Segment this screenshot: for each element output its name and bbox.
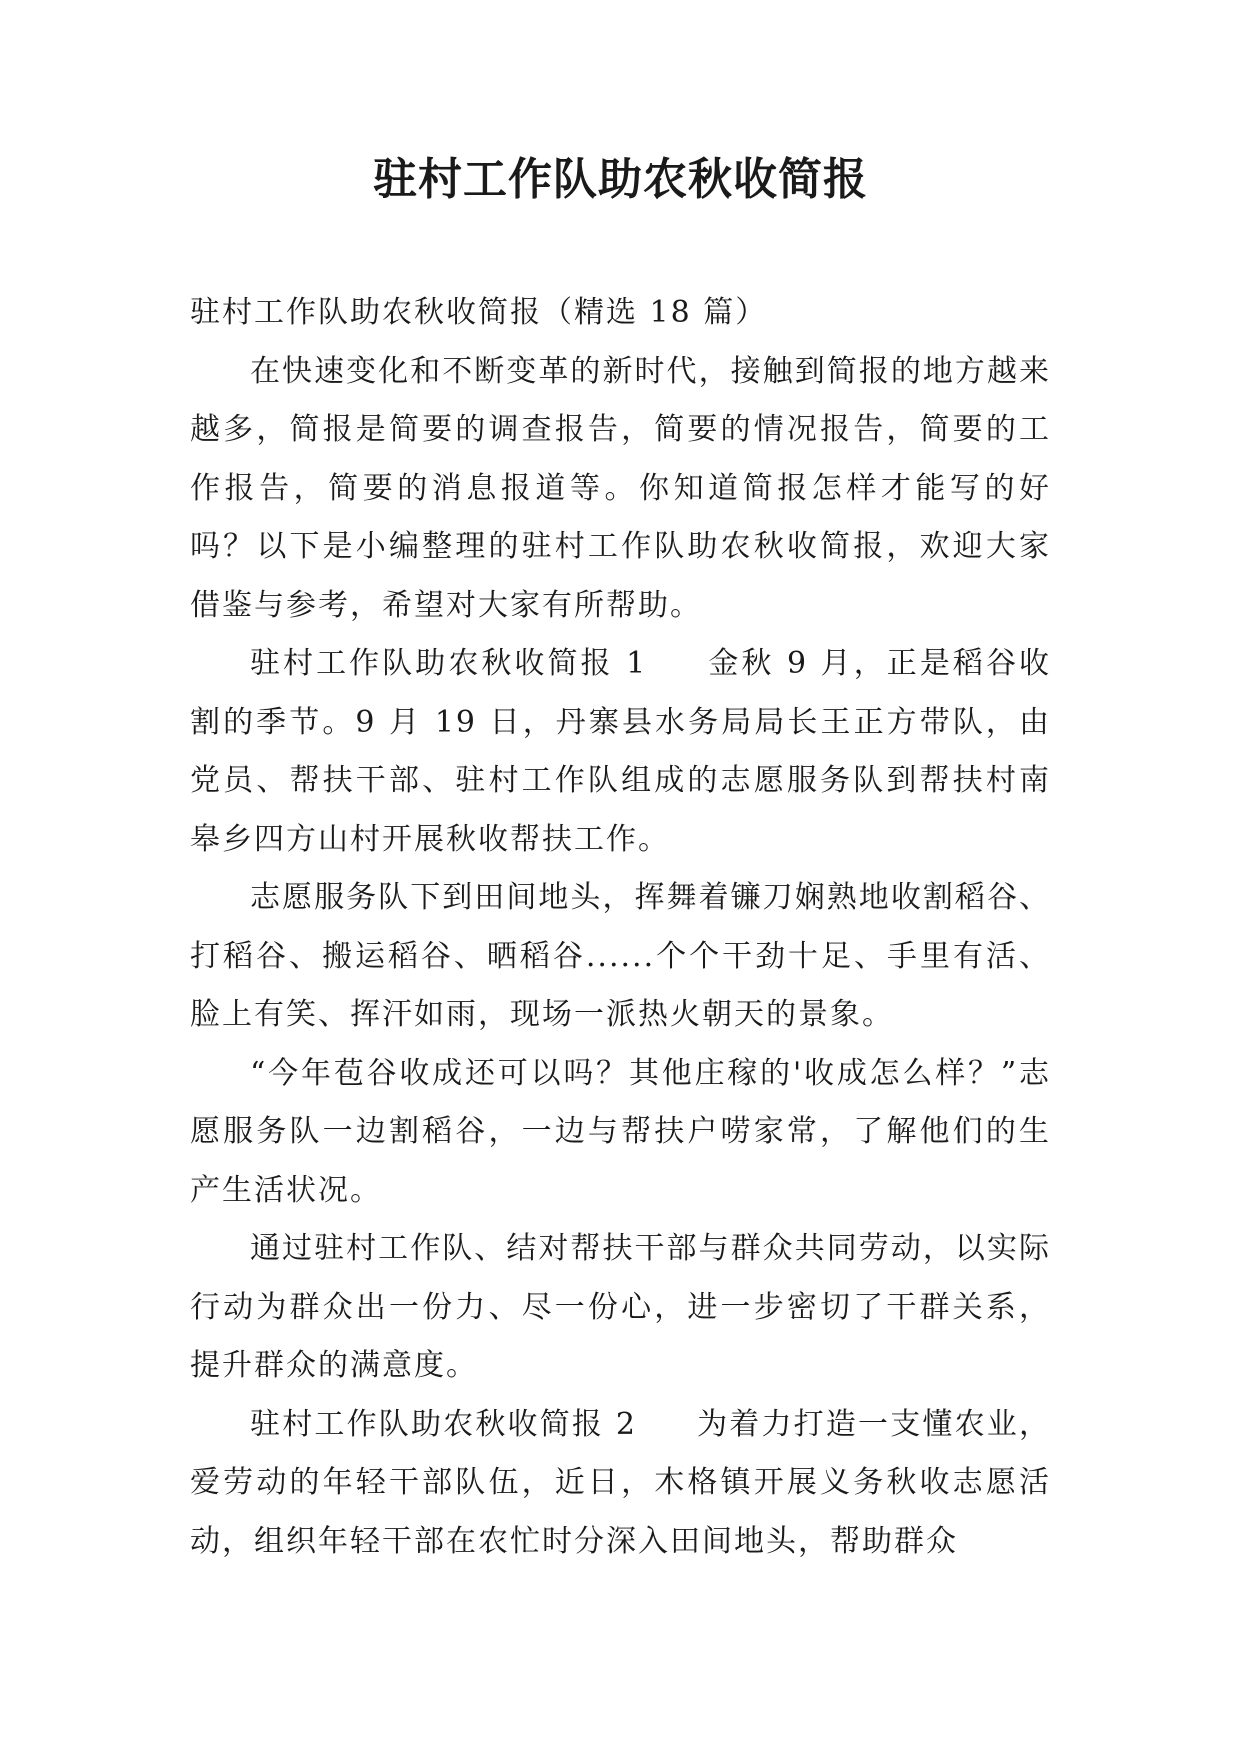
section-2-paragraph (190, 1396, 1051, 1572)
section-1-text: 金秋 9 月，正是稻谷收割的季节。9 月 19 日，丹寨县水务局局长王正方带队，由党员、帮扶干部、驻村工作队组成的志愿服务队到帮扶村南皋乡四方山村开展秋收帮扶工作。 (190, 646, 1051, 857)
section-1-paragraph-4: 通过驻村工作队、结对帮扶干部与群众共同劳动，以实际行动为群众出一份力、尽一份心，进一步密切了干群关系，提升群众的满意度。 (190, 1231, 1051, 1383)
section-2-text: 为着力打造一支懂农业，爱劳动的年轻干部队伍，近日，木格镇开展义务秋收志愿活动，组织年轻干部在农忙时分深入田间地头，帮助群众 (190, 1406, 1051, 1559)
document-body (190, 284, 1051, 1571)
document-subtitle: 驻村工作队助农秋收简报（精选 18 篇） (190, 295, 768, 330)
section-2-heading: 驻村工作队助农秋收简报 2 (250, 1406, 637, 1442)
intro-paragraph: 在快速变化和不断变革的新时代，接触到简报的地方越来越多，简报是简要的调查报告，简要的情况报告，简要的工作报告，简要的消息报道等。你知道简报怎样才能写的好吗？以下是小编整理的驻村工作队助农秋收简报，欢迎大家借鉴与参考，希望对大家有所帮助。 (190, 353, 1051, 623)
document-title: 驻村工作队助农秋收简报 (373, 154, 868, 205)
section-1-paragraph-3: “今年苞谷收成还可以吗？其他庄稼的'收成怎么样？”志愿服务队一边割稻谷，一边与帮扶户唠家常，了解他们的生产生活状况。 (190, 1055, 1051, 1208)
section-1-paragraph (190, 635, 1051, 869)
section-1-heading: 驻村工作队助农秋收简报 1 (250, 646, 648, 681)
section-1-paragraph-2: 志愿服务队下到田间地头，挥舞着镰刀娴熟地收割稻谷、打稻谷、搬运稻谷、晒稻谷......个个干劲十足、手里有活、脸上有笑、挥汗如雨，现场一派热火朝天的景象。 (190, 880, 1051, 1032)
